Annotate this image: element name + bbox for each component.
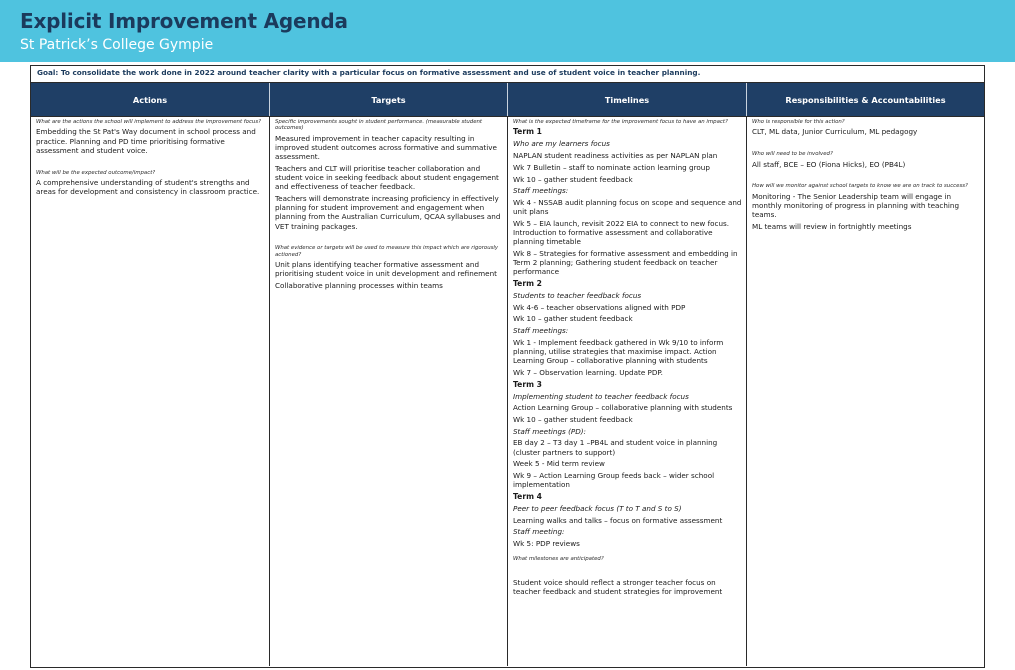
goal-statement: Goal: To consolidate the work done in 2022 around teacher clarity with a particular focus on formative assessment and use of student voice in teacher planning. bbox=[31, 66, 984, 83]
term-heading: Term 3 bbox=[513, 379, 542, 389]
term-heading: Term 1 bbox=[513, 127, 542, 137]
actions-question: What are the actions the school will implement to address the improvement focus? bbox=[36, 119, 262, 125]
timeline-item: Wk 4 - NSSAB audit planning focus on scope and sequence and unit plans bbox=[513, 197, 742, 217]
timeline-item: Wk 1 - Implement feedback gathered in Wk 9/10 to inform planning, utilise strategies that maximise impact. Action Learning Group – collaborative planning with students bbox=[513, 337, 724, 366]
review-text: ML teams will review in fortnightly meetings bbox=[752, 221, 912, 231]
table-body-row bbox=[31, 117, 984, 666]
milestone-text: Student voice should reflect a stronger teacher focus on teacher feedback and student strategies for improvement bbox=[513, 578, 723, 597]
outcome-text: A comprehensive understanding of student's strengths and areas for development and consistency in classroom practice. bbox=[36, 177, 260, 197]
column-header-timelines: Timelines bbox=[508, 83, 747, 116]
timeline-item: Wk 8 – Strategies for formative assessment and embedding in Term 2 planning; Gathering student feedback on teacher performance bbox=[513, 248, 738, 277]
target-text: Measured improvement in teacher capacity resulting in improved student outcomes across formative and summative assessment. bbox=[275, 133, 497, 162]
target-text: Teachers will demonstrate increasing proficiency in effectively planning for student improvement and engagement when planning from the Australian Curriculum, QCAA syllabuses and VET training packages. bbox=[275, 194, 501, 231]
timeline-item: Wk 10 – gather student feedback bbox=[513, 314, 633, 324]
timeline-item: Week 5 - Mid term review bbox=[513, 459, 605, 469]
timeline-item: EB day 2 – T3 day 1 –PB4L and student voice in planning (cluster partners to support) bbox=[513, 438, 718, 457]
staff-meetings-label: Staff meetings (PD): bbox=[513, 426, 586, 436]
outcome-question: What will be the expected outcome/impact? bbox=[36, 169, 156, 176]
timeline-item: Wk 7 Bulletin – staff to nominate action learning group bbox=[513, 162, 710, 172]
actions-column bbox=[31, 117, 270, 666]
column-header-responsibilities: Responsibilities & Accountabilities bbox=[785, 94, 946, 105]
target-text: Teachers and CLT will prioritise teacher collaboration and student voice in seeking feedback about student engagement and effectiveness of teacher feedback. bbox=[275, 163, 499, 192]
targets-column bbox=[270, 117, 508, 666]
responsible-question: Who is responsible for this action? bbox=[752, 119, 845, 125]
timeline-item: Wk 10 – gather student feedback bbox=[513, 174, 633, 184]
actions-text: Embedding the St Pat's Way document in school process and practice. Planning and PD time prioritising formative assessment and student voice. bbox=[36, 127, 256, 155]
monitoring-text: Monitoring - The Senior Leadership team will engage in monthly monitoring of progress in planning with teaching teams. bbox=[752, 191, 960, 220]
timeline-item: Wk 10 – gather student feedback bbox=[513, 415, 633, 425]
title-banner bbox=[0, 0, 1015, 62]
improvement-plan-table bbox=[30, 65, 985, 668]
staff-meetings-label: Staff meeting: bbox=[513, 527, 565, 537]
timeline-item: Wk 9 – Action Learning Group feeds back – wider school implementation bbox=[513, 471, 715, 490]
term-focus: Students to teacher feedback focus bbox=[513, 291, 642, 301]
involved-text: All staff, BCE – EO (Fiona Hicks), EO (PB4L) bbox=[752, 159, 906, 169]
timelines-column bbox=[508, 117, 747, 666]
targets-question: Specific improvements sought in student performance. (measurable student outcomes) bbox=[275, 119, 483, 132]
term-focus: Peer to peer feedback focus (T to T and S to S) bbox=[513, 504, 682, 513]
milestones-question: What milestones are anticipated? bbox=[513, 555, 604, 562]
table-header-row bbox=[31, 83, 984, 117]
term-heading: Term 2 bbox=[513, 279, 542, 289]
evidence-question: What evidence or targets will be used to measure this impact which are rigorously actioned? bbox=[275, 245, 499, 258]
timeline-item: Wk 4-6 – teacher observations aligned with PDP bbox=[513, 302, 686, 312]
responsible-text: CLT, ML data, Junior Curriculum, ML pedagogy bbox=[752, 127, 918, 137]
evidence-text: Collaborative planning processes within teams bbox=[275, 281, 443, 291]
column-header-actions: Actions bbox=[31, 83, 270, 116]
timeline-item: Wk 5: PDP reviews bbox=[513, 539, 580, 549]
term-focus: Who are my learners focus bbox=[513, 139, 610, 149]
column-header-targets: Targets bbox=[270, 83, 508, 116]
timeframe-question: What is the expected timeframe for the improvement focus to have an impact? bbox=[513, 119, 728, 125]
timeline-item: Wk 7 – Observation learning. Update PDP. bbox=[513, 367, 663, 377]
term-heading: Term 4 bbox=[513, 492, 542, 501]
term-focus: Implementing student to teacher feedback focus bbox=[513, 391, 689, 401]
staff-meetings-label: Staff meetings: bbox=[513, 326, 569, 336]
responsibilities-column bbox=[747, 117, 984, 666]
staff-meetings-label: Staff meetings: bbox=[513, 186, 569, 196]
school-name: St Patrick’s College Gympie bbox=[20, 37, 214, 53]
timeline-item: Learning walks and talks – focus on formative assessment bbox=[513, 515, 723, 525]
monitor-question: How will we monitor against school targets to know we are on track to success? bbox=[752, 183, 968, 190]
timeline-item: Action Learning Group – collaborative planning with students bbox=[513, 403, 733, 413]
timeline-item: NAPLAN student readiness activities as per NAPLAN plan bbox=[513, 151, 718, 161]
involved-question: Who will need to be involved? bbox=[752, 151, 833, 158]
evidence-text: Unit plans identifying teacher formative assessment and prioritising student voice in unit development and refinement bbox=[275, 260, 497, 279]
page-title: Explicit Improvement Agenda bbox=[20, 9, 348, 33]
timeline-item: Wk 5 – EIA launch, revisit 2022 EIA to connect to new focus. Introduction to formative assessment and collaborative planning timetable bbox=[513, 218, 730, 247]
